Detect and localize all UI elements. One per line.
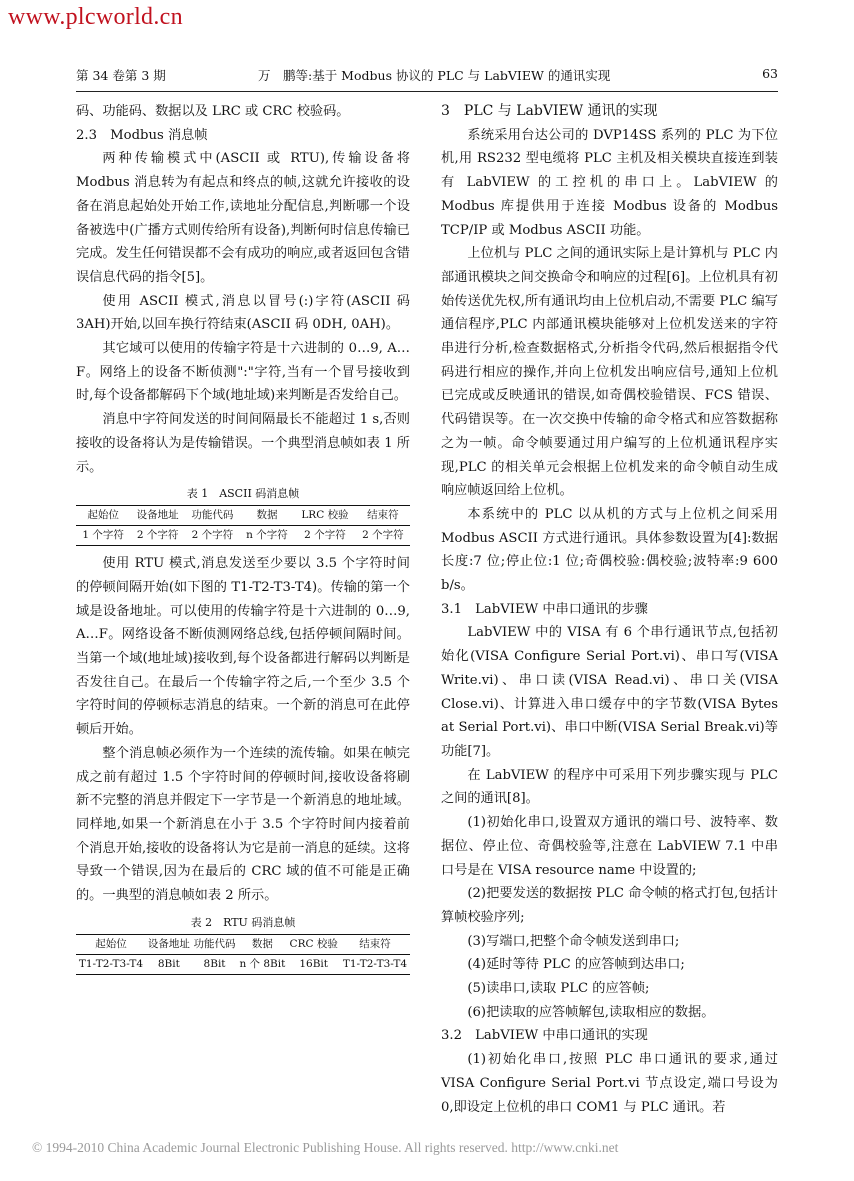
table-row	[76, 526, 410, 546]
table-cell: 2 个字符	[356, 526, 410, 546]
site-watermark: www.plcworld.cn	[8, 4, 183, 30]
table-header-cell: 结束符	[356, 506, 410, 526]
table-header-cell: LRC 校验	[294, 506, 356, 526]
table-header-cell: 数据	[240, 506, 294, 526]
paragraph: 使用 RTU 模式,消息发送至少要以 3.5 个字符时间的停顿间隔开始(如下图的 T1-T2-T3-T4)。传输的第一个域是设备地址。可以使用的传输字符是十六进制的 0…9, A…F。网络设备不断侦测网络总线,包括停顿间隔时间。当第一个域(地址域)接收到,每个设备都进行解码以判断是否发往自己。在最后一个传输字符之后,一个至少 3.5 个字符时间的停顿标志消息的结束。一个新的消息可在此停顿后开始。	[76, 556, 410, 738]
paragraph: 本系统中的 PLC 以从机的方式与上位机之间采用 Modbus ASCII 方式进行通讯。具体参数设置为[4]:数据长度:7 位;停止位:1 位;奇偶校验:偶校验;波特率:9 600 b/s。	[441, 506, 778, 594]
copyright-footer: © 1994-2010 China Academic Journal Electronic Publishing House. All rights reserved. http://www.cnki.net	[32, 1140, 619, 1155]
table-cell: n 个 8Bit	[237, 954, 287, 974]
table-header-cell: 数据	[237, 934, 287, 954]
journal-issue: 第 34 卷第 3 期	[76, 68, 166, 83]
table-header-cell: 设备地址	[146, 934, 192, 954]
header-rule	[76, 91, 778, 92]
step-item: (4)延时等待 PLC 的应答帧到达串口;	[467, 957, 685, 973]
paragraph: 整个消息帧必须作为一个连续的流传输。如果在帧完成之前有超过 1.5 个字符时间的停顿时间,接收设备将刷新不完整的消息并假定下一字节是一个新消息的地址域。同样地,如果一个新消息在小于 3.5 个字符时间内接着前个消息开始,接收的设备将认为它是前一消息的延续。这将导致一个错误,因为在最后的 CRC 域的值不可能是正确的。一典型的消息帧如表 2 所示。	[76, 745, 410, 904]
table2-rtu-frame	[76, 934, 410, 975]
paragraph: 在 LabVIEW 的程序中可采用下列步骤实现与 PLC 之间的通讯[8]。	[441, 767, 778, 807]
paragraph: 上位机与 PLC 之间的通讯实际上是计算机与 PLC 内部通讯模块之间交换命令和响应的过程[6]。上位机具有初始传送优先权,所有通讯均由上位机启动,不需要 PLC 编写通信程序,PLC 内部通讯模块能够对上位机发送来的字符串进行分析,检查数据格式,分析指令代码,然后根据指令代码进行相应的操作,并向上位机发出响应信号,通知上位机已完成或反映通讯的错误,如奇偶校验错误、FCS 错误、代码错误等。在一次交换中传输的命令格式和应答数据称之为一帧。命令帧要通过用户编写的上位机通讯程序实现,PLC 的相关单元会根据上位机发来的命令帧自动生成响应帧返回给上位机。	[441, 246, 778, 499]
step-item: (5)读串口,读取 PLC 的应答帧;	[467, 981, 650, 997]
step-item: (2)把要发送的数据按 PLC 命令帧的格式打包,包括计算帧校验序列;	[441, 886, 778, 925]
table-cell: 8Bit	[192, 954, 238, 974]
table-cell: 2 个字符	[185, 526, 240, 546]
table-cell: T1-T2-T3-T4	[340, 954, 410, 974]
left-column	[76, 100, 410, 981]
paragraph: 使用 ASCII 模式,消息以冒号(:)字符(ASCII 码 3AH)开始,以回车换行符结束(ASCII 码 0DH, 0AH)。	[76, 293, 410, 333]
table-header-cell: 设备地址	[130, 506, 185, 526]
step-item: (1)初始化串口,设置双方通讯的端口号、波特率、数据位、停止位、奇偶校验等,注意在 LabVIEW 7.1 中串口号是在 VISA resource name 中设置的;	[441, 815, 778, 878]
table-header-cell: 功能代码	[185, 506, 240, 526]
table-cell: 1 个字符	[76, 526, 130, 546]
table2-caption: 表 2 RTU 码消息帧	[190, 915, 296, 929]
paragraph: 其它域可以使用的传输字符是十六进制的 0…9, A…F。网络上的设备不断侦测":"字符,当有一个冒号接收到时,每个设备都解码下个域(地址域)来判断是否发给自己。	[76, 341, 410, 404]
paragraph: 两种传输模式中(ASCII 或 RTU),传输设备将 Modbus 消息转为有起点和终点的帧,这就允许接收的设备在消息起始处开始工作,读地址分配信息,判断哪一个设备被选中(广播方式则传给所有设备),判断何时信息传输已完成。发生任何错误都不会有成功的响应,或者返回包含错误信息代码的指令[5]。	[76, 151, 410, 285]
paragraph: LabVIEW 中的 VISA 有 6 个串行通讯节点,包括初始化(VISA Configure Serial Port.vi)、串口写(VISA Write.vi)、串口读(VISA Read.vi)、串口关(VISA Close.vi)、计算进入串口缓存中的字节数(VISA Bytes at Serial Port.vi)、串口中断(VISA Serial Break.vi)等功能[7]。	[441, 625, 778, 759]
running-header	[76, 66, 778, 84]
table-cell: 16Bit	[287, 954, 340, 974]
section-heading-2-3: 2.3 Modbus 消息帧	[76, 127, 208, 143]
table-header-cell: 起始位	[76, 934, 146, 954]
table1-ascii-frame	[76, 505, 410, 546]
paragraph: 码、功能码、数据以及 LRC 或 CRC 校验码。	[76, 104, 350, 119]
table-cell: T1-T2-T3-T4	[76, 954, 146, 974]
running-title: 万 鹏等:基于 Modbus 协议的 PLC 与 LabVIEW 的通讯实现	[258, 68, 611, 83]
paragraph: (1)初始化串口,按照 PLC 串口通讯的要求,通过 VISA Configure Serial Port.vi 节点设定,端口号设为 0,即设定上位机的串口 COM1 与 PLC 通讯。若	[441, 1052, 778, 1115]
table-row	[76, 954, 410, 974]
table-header-cell: 起始位	[76, 506, 130, 526]
table-cell: 8Bit	[146, 954, 192, 974]
table-header-cell: CRC 校验	[287, 934, 340, 954]
table-cell: 2 个字符	[130, 526, 185, 546]
paragraph: 系统采用台达公司的 DVP14SS 系列的 PLC 为下位机,用 RS232 型电缆将 PLC 主机及相关模块直接连到装有 LabVIEW 的工控机的串口上。LabVIEW 的 Modbus 库提供用于连接 Modbus 设备的 Modbus TCP/IP 或 Modbus ASCII 功能。	[441, 127, 778, 238]
section-heading-3: 3 PLC 与 LabVIEW 通讯的实现	[441, 103, 658, 119]
step-item: (3)写端口,把整个命令帧发送到串口;	[467, 933, 680, 949]
page-number: 63	[762, 66, 778, 81]
section-heading-3-2: 3.2 LabVIEW 中串口通讯的实现	[441, 1028, 648, 1044]
table-cell: 2 个字符	[294, 526, 356, 546]
step-item: (6)把读取的应答帧解包,读取相应的数据。	[467, 1004, 715, 1020]
section-heading-3-1: 3.1 LabVIEW 中串口通讯的步骤	[441, 601, 648, 617]
table-cell: n 个字符	[240, 526, 294, 546]
table-header-cell: 功能代码	[192, 934, 238, 954]
paragraph: 消息中字符间发送的时间间隔最长不能超过 1 s,否则接收的设备将认为是传输错误。一个典型消息帧如表 1 所示。	[76, 412, 410, 475]
table-header-cell: 结束符	[340, 934, 410, 954]
table1-caption: 表 1 ASCII 码消息帧	[186, 487, 300, 501]
right-column	[441, 100, 778, 1119]
